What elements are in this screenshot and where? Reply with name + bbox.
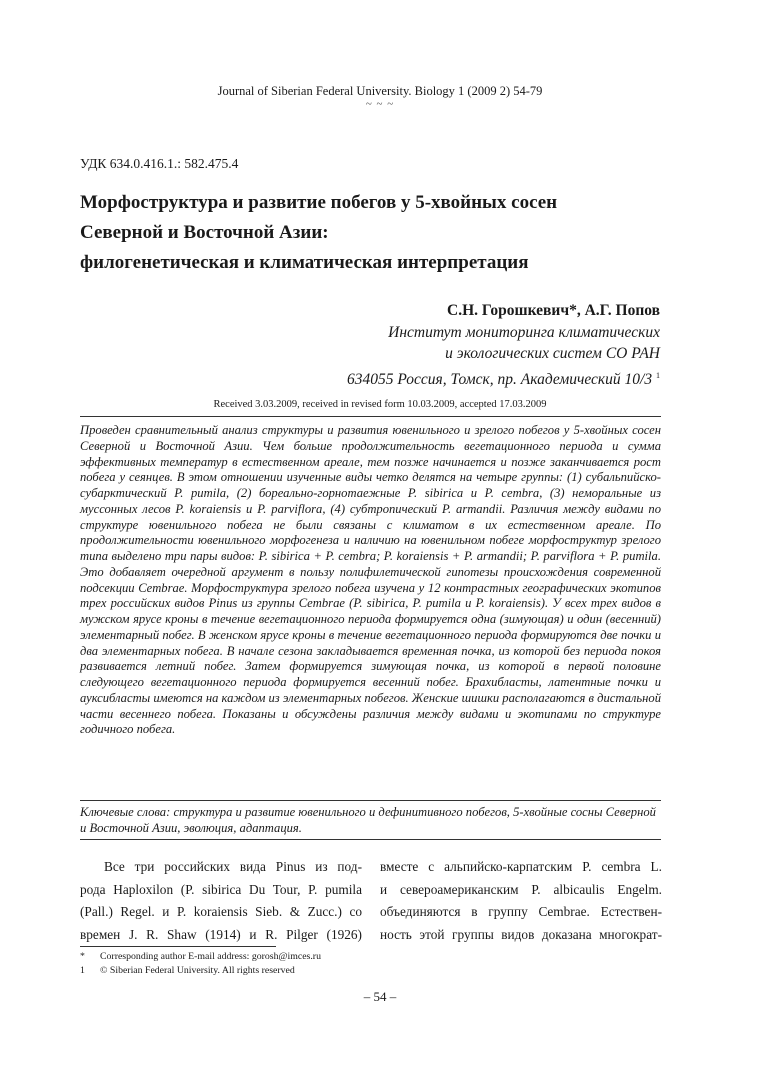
article-title (80, 188, 680, 278)
title-line: Северной и Восточной Азии: (80, 222, 329, 243)
author-names: С.Н. Горошкевич*, А.Г. Попов (447, 302, 660, 319)
keywords-text: Ключевые слова: структура и развитие ювенильного и дефинитивного побегов, 5-хвойные сосны Северной и Восточной Азии, эволюция, адаптация. (80, 805, 656, 835)
title-line: Морфоструктура и развитие побегов у 5-хвойных сосен (80, 192, 558, 213)
keywords-top-rule (80, 800, 661, 801)
body-line: и североамериканским P. albicaulis Engelm. (380, 881, 662, 897)
received-dates: Received 3.03.2009, received in revised form 10.03.2009, accepted 17.03.2009 (213, 399, 547, 410)
body-line: вместе с альпийско-карпатским P. cembra L. (380, 859, 662, 874)
footnote-mark: * (80, 951, 85, 962)
footnote-text: Corresponding author E-mail address: gorosh@imces.ru (100, 951, 321, 962)
body-column-right (380, 856, 662, 946)
author-block (347, 300, 660, 390)
journal-header: Journal of Siberian Federal University. Biology 1 (2009 2) 54-79 (217, 84, 543, 98)
body-line: времен J. R. Shaw (1914) и R. Pilger (1926) (80, 926, 362, 942)
body-line: объединяются в группу Cembrae. Естествен- (380, 904, 662, 919)
header-ornament: ~ ~ ~ (365, 98, 395, 110)
affiliation-line: и экологических систем СО РАН (445, 345, 660, 362)
footnote (80, 950, 321, 964)
abstract-top-rule (80, 416, 661, 417)
footnotes (80, 950, 321, 978)
footnote-rule (80, 946, 276, 947)
body-line: Все три российских вида Pinus из под- (104, 859, 362, 874)
body-line: (Pall.) Regel. и P. koraiensis Sieb. & Zucc.) со (80, 904, 362, 919)
footnote-text: © Siberian Federal University. All rights reserved (100, 965, 295, 976)
keywords-bottom-rule (80, 839, 661, 840)
footnote-mark: 1 (80, 965, 85, 976)
body-line: рода Haploxilon (P. sibirica Du Tour, P. pumila (80, 881, 362, 897)
body-line: ность этой группы видов доказана многократ- (380, 926, 662, 942)
affiliation-line: Институт мониторинга климатических (388, 323, 660, 341)
affiliation-address: 634055 Россия, Томск, пр. Академический 10/3 (347, 370, 653, 388)
udc-code: УДК 634.0.416.1.: 582.475.4 (80, 156, 239, 171)
page-number: – 54 – (363, 989, 397, 1004)
abstract-text: Проведен сравнительный анализ структуры и развития ювенильного и зрелого побегов у 5-хвойных сосен Северной и Восточной Азии. Чем больше продолжительность вегетационного периода и сумма эффективных температур в естественном ареале, тем позже начинается и позже заканчивается рост побега у сеянцев. В этом отношении изученные виды четко делятся на четыре группы: (1) субальпийско-субарктический P. pumila, (2) бореально-горнотаежные P. sibirica и P. cembra, (3) неморальные из муссонных лесов P. koraiensis и P. parviflora, (4) субтропический P. armandii. Различия между видами по структуре ювенильного побега не были связаны с климатом в их естественном ареале. По продолжительности ювенильного морфогенеза и наличию на ювенильном побеге морфоструктур зрелого типа выделено три пары видов: P. sibirica + P. cembra; P. koraiensis + P. armandii; P. parviflora + P. pumila. Это добавляет очередной аргумент в пользу полифилетической гипотезы происхождения современной подсекции Cembrae. Морфоструктура зрелого побега изучена у 12 контрастных географических экотипов трех российских видов Pinus из группы Cembrae (P. sibirica, P. pumila и P. koraiensis). У всех трех видов в мужском ярусе кроны в течение вегетационного периода формируется одна (зимующая) и один (весенний) элементарный побег. В женском ярусе кроны в течение вегетационного периода формируются две почки и два элементарных побега. В начале сезона закладывается временная почка, из которой без периода покоя развивается летний побег. Затем формируется зимующая почка, из которой в первой половине следующего вегетационного периода формируется весенний побег. Брахибласты, латентные почки и ауксибласты имеются на каждом из элементарных побегов. Женские шишки располагаются в дистальной части весеннего побега. Показаны и обсуждены различия между видами и экотипами по структуре годичного побега. (80, 423, 661, 737)
footnote (80, 964, 321, 978)
affiliation-line (347, 365, 660, 391)
affiliation-footnote-mark: 1 (656, 370, 660, 380)
body-column-left (80, 856, 362, 946)
title-line: филогенетическая и климатическая интерпретация (80, 252, 529, 273)
